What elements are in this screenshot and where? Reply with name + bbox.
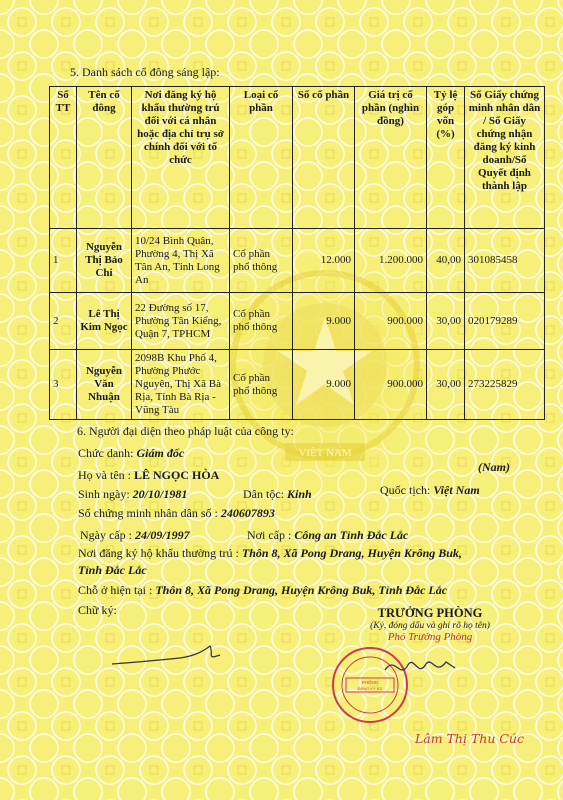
col-header-id-number: Số Giấy chứng minh nhân dân / Số Giấy chứng nhận đăng ký kinh doanh/Số Quyết định thành lập — [465, 87, 545, 229]
section-5-heading: 5. Danh sách cổ đông sáng lập: — [70, 65, 220, 79]
current-address-label: Chỗ ở hiện tại : — [78, 583, 153, 597]
col-header-share-type: Loại cổ phần — [230, 87, 293, 229]
cell-ratio: 40,00 — [427, 229, 465, 293]
signoff-note: (Ký, đóng dấu và ghi rõ họ tên) — [370, 621, 490, 631]
residence-value-2: Tỉnh Đắc Lắc — [78, 563, 147, 577]
cell-shares: 9.000 — [293, 350, 355, 420]
cell-share-type: Cổ phần phổ thông — [230, 229, 293, 293]
cell-value: 900.000 — [355, 350, 427, 420]
cell-value: 1.200.000 — [355, 229, 427, 293]
cell-ratio: 30,00 — [427, 350, 465, 420]
cell-id-number: 020179289 — [465, 293, 545, 350]
cell-stt: 3 — [50, 350, 77, 420]
col-header-value: Giá trị cổ phần (nghìn đồng) — [355, 87, 427, 229]
founding-shareholders-table — [49, 86, 545, 420]
svg-text:PHÒNG: PHÒNG — [361, 680, 379, 685]
representative-signature-scribble — [110, 640, 230, 670]
cell-share-type: Cổ phần phổ thông — [230, 293, 293, 350]
cell-id-number: 273225829 — [465, 350, 545, 420]
col-header-stt: Số TT — [50, 87, 77, 229]
residence-value-1: Thôn 8, Xã Pong Drang, Huyện Krông Buk, — [241, 546, 462, 560]
svg-text:ĐĂNG KÝ KD: ĐĂNG KÝ KD — [357, 686, 383, 691]
issue-place-line — [247, 528, 408, 543]
signoff-title: TRƯỞNG PHÒNG — [377, 606, 483, 620]
name-line — [78, 468, 219, 483]
table-row — [50, 350, 545, 420]
cell-address: 2098B Khu Phố 4, Phường Phước Nguyên, Thị Xã Bà Rịa, Tỉnh Bà Rịa - Vũng Tàu — [132, 350, 230, 420]
title-line — [78, 446, 184, 461]
cell-stt: 2 — [50, 293, 77, 350]
signoff-handwritten-role: Phó Trưởng Phòng — [387, 631, 473, 643]
issue-date-label: Ngày cấp : — [80, 528, 132, 542]
ethnic-line — [243, 487, 312, 502]
ethnic-label: Dân tộc: — [243, 487, 284, 501]
cell-stt: 1 — [50, 229, 77, 293]
title-label: Chức danh: — [78, 446, 134, 460]
dob-label: Sinh ngày: — [78, 487, 130, 501]
signer-name: Lâm Thị Thu Cúc — [415, 731, 524, 746]
cell-id-number: 301085458 — [465, 229, 545, 293]
table-header-row — [50, 87, 545, 229]
table-row — [50, 229, 545, 293]
gender-value: (Nam) — [478, 460, 510, 474]
nationality-line — [380, 483, 480, 498]
id-line — [78, 506, 275, 521]
issue-date-line — [80, 528, 190, 543]
issue-place-value: Công an Tỉnh Đắc Lắc — [294, 528, 409, 542]
residence-label: Nơi đăng ký hộ khẩu thường trú : — [78, 546, 239, 560]
cell-shares: 9.000 — [293, 293, 355, 350]
table-row — [50, 293, 545, 350]
nationality-label: Quốc tịch: — [380, 483, 431, 497]
col-header-ratio: Tỷ lệ góp vốn (%) — [427, 87, 465, 229]
current-address-line — [78, 583, 447, 598]
dob-value: 20/10/1981 — [132, 487, 188, 501]
dob-line — [78, 487, 187, 502]
issue-date-value: 24/09/1997 — [134, 528, 190, 542]
section-6-heading: 6. Người đại diện theo pháp luật của công ty: — [77, 424, 294, 438]
issue-place-label: Nơi cấp : — [247, 528, 292, 542]
cell-name: Nguyễn Thị Bảo Chi — [77, 229, 132, 293]
nationality-value: Việt Nam — [433, 483, 480, 497]
col-header-name: Tên cổ đông — [77, 87, 132, 229]
title-value: Giám đốc — [136, 446, 185, 460]
signoff-block — [330, 606, 530, 643]
col-header-shares: Số cổ phần — [293, 87, 355, 229]
name-label: Họ và tên : — [78, 468, 131, 482]
official-signature — [380, 650, 460, 690]
current-address-value: Thôn 8, Xã Pong Drang, Huyện Krông Buk, Tỉnh Đắc Lắc — [155, 583, 448, 597]
cell-name: Lê Thị Kim Ngọc — [77, 293, 132, 350]
id-value: 240607893 — [220, 506, 275, 520]
col-header-address: Nơi đăng ký hộ khẩu thường trú đối với cá nhân hoặc địa chỉ trụ sở chính đối với tổ chức — [132, 87, 230, 229]
name-value: LÊ NGỌC HÒA — [134, 468, 220, 482]
cell-name: Nguyễn Văn Nhuận — [77, 350, 132, 420]
cell-address: 10/24 Bình Quân, Phường 4, Thị Xã Tân An, Tỉnh Long An — [132, 229, 230, 293]
cell-share-type: Cổ phần phổ thông — [230, 350, 293, 420]
id-label: Số chứng minh nhân dân số : — [78, 506, 218, 520]
cell-shares: 12.000 — [293, 229, 355, 293]
cell-address: 22 Đường số 17, Phường Tân Kiểng, Quận 7, TPHCM — [132, 293, 230, 350]
cell-value: 900.000 — [355, 293, 427, 350]
cell-ratio: 30,00 — [427, 293, 465, 350]
signature-label: Chữ ký: — [78, 603, 117, 617]
residence-line — [78, 546, 462, 561]
ethnic-value: Kinh — [287, 487, 312, 501]
emblem-ribbon-text: VIỆT NAM — [298, 447, 352, 459]
